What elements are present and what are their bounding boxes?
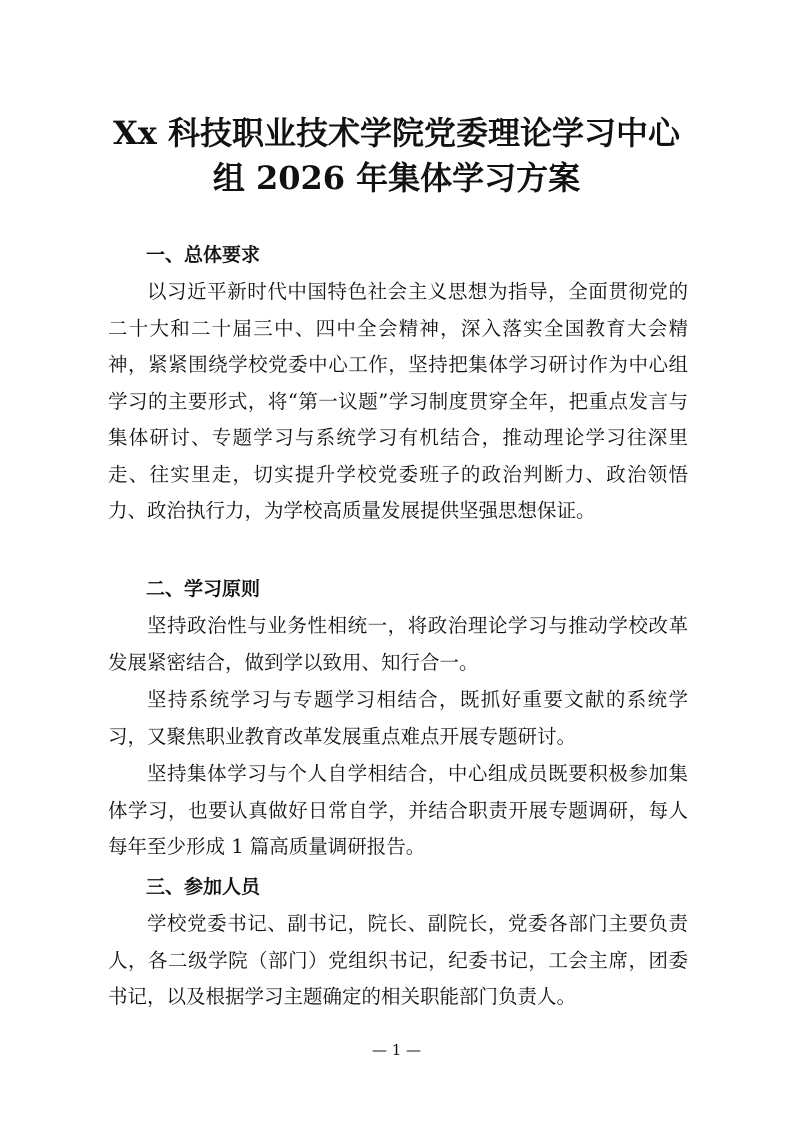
section-heading-participants: 三、参加人员 [146, 876, 261, 898]
paragraph-principle-1: 坚持政治性与业务性相统一，将政治理论学习与推动学校改革发展紧密结合，做到学以致用、知行合一。 [108, 614, 688, 674]
paragraph-principle-2: 坚持系统学习与专题学习相结合，既抓好重要文献的系统学习，又聚焦职业教育改革发展重点难点开展专题研讨。 [108, 688, 688, 748]
section-heading-learning-principles: 二、学习原则 [146, 578, 261, 600]
section-heading-general-requirements: 一、总体要求 [146, 244, 261, 266]
paragraph-participants: 学校党委书记、副书记，院长、副院长，党委各部门主要负责人，各二级学院（部门）党组织书记，纪委书记，工会主席，团委书记，以及根据学习主题确定的相关职能部门负责人。 [108, 912, 688, 1008]
paragraph-principle-3: 坚持集体学习与个人自学相结合，中心组成员既要积极参加集体学习，也要认真做好日常自学，并结合职责开展专题调研，每人每年至少形成 1 篇高质量调研报告。 [108, 762, 688, 858]
document-title-line-1: Xx 科技职业技术学院党委理论学习中心 [112, 114, 681, 152]
paragraph-general-requirements: 以习近平新时代中国特色社会主义思想为指导，全面贯彻党的二十大和二十届三中、四中全会精神，深入落实全国教育大会精神，紧紧围绕学校党委中心工作，坚持把集体学习研讨作为中心组学习的主要形式，将“第一议题”学习制度贯穿全年，把重点发言与集体研讨、专题学习与系统学习有机结合，推动理论学习往深里走、往实里走，切实提升学校党委班子的政治判断力、政治领悟力、政治执行力，为学校高质量发展提供坚强思想保证。 [108, 280, 688, 522]
document-title-line-2: 组 2026 年集体学习方案 [212, 159, 581, 197]
page-number: — 1 — [371, 1041, 422, 1059]
